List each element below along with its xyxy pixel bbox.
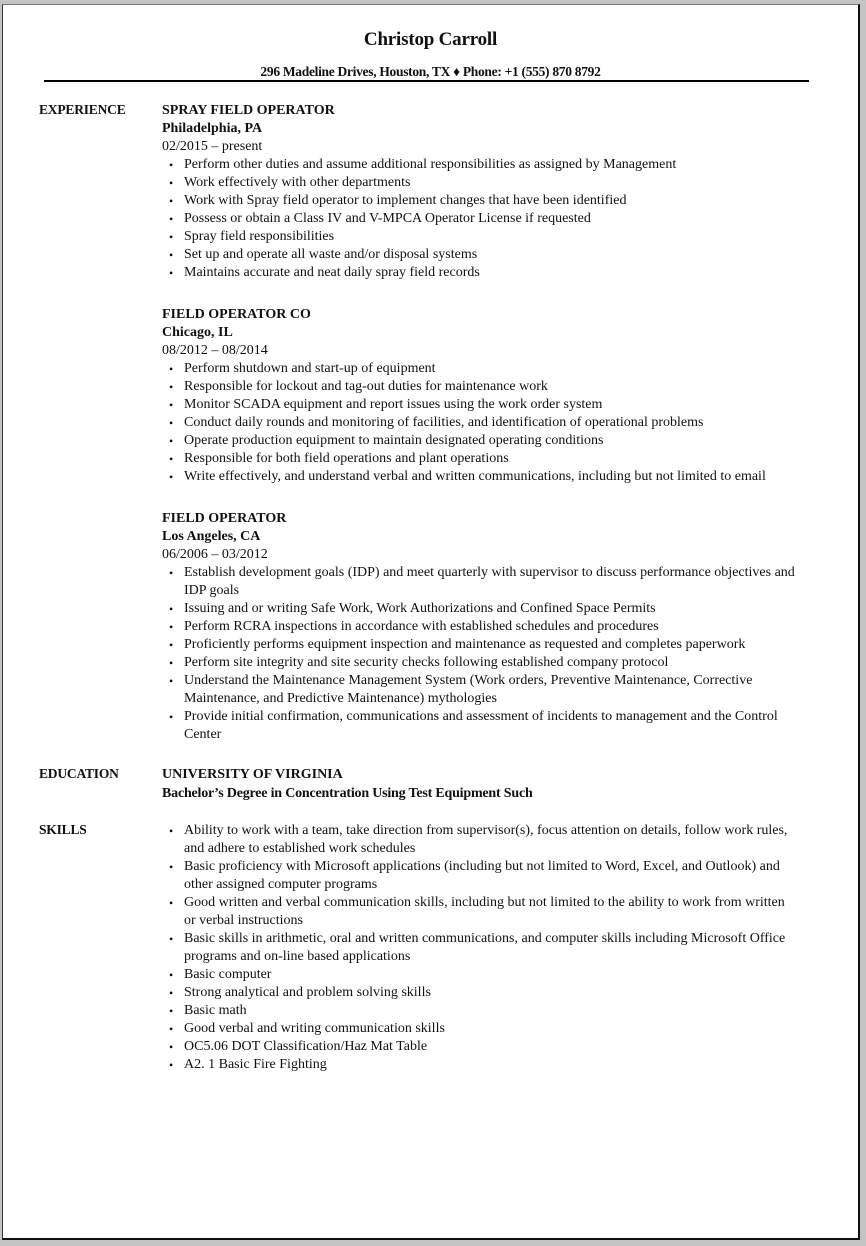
list-item: • Basic proficiency with Microsoft applications (including but not limited to Word, Excel, and Outlook) and other assigned computer programs — [162, 858, 792, 894]
list-item: • Ability to work with a team, take direction from supervisor(s), focus attention on details, follow work rules, and adhere to established work schedules — [162, 822, 792, 858]
list-item: • Write effectively, and understand verbal and written communications, including but not limited to email — [162, 468, 812, 486]
list-item: • Responsible for both field operations and plant operations — [162, 450, 812, 468]
list-item: • Basic math — [162, 1002, 792, 1020]
job-title: FIELD OPERATOR — [162, 511, 287, 526]
candidate-name: Christop Carroll — [363, 29, 498, 50]
job-bullets — [162, 156, 812, 282]
list-item: • A2. 1 Basic Fire Fighting — [162, 1056, 792, 1074]
list-item: • Monitor SCADA equipment and report issues using the work order system — [162, 396, 812, 414]
list-item: • Set up and operate all waste and/or disposal systems — [162, 246, 812, 264]
job-dates: 08/2012 – 08/2014 — [162, 343, 268, 358]
list-item: • Establish development goals (IDP) and meet quarterly with supervisor to discuss performance objectives and IDP goals — [162, 564, 812, 600]
list-item: • Proficiently performs equipment inspection and maintenance as requested and completes paperwork — [162, 636, 812, 654]
list-item: • Maintains accurate and neat daily spray field records — [162, 264, 812, 282]
list-item: • Perform RCRA inspections in accordance with established schedules and procedures — [162, 618, 812, 636]
list-item: • OC5.06 DOT Classification/Haz Mat Table — [162, 1038, 792, 1056]
list-item: • Basic skills in arithmetic, oral and written communications, and computer skills including Microsoft Office programs and on-line based applications — [162, 930, 792, 966]
job-dates: 06/2006 – 03/2012 — [162, 547, 268, 562]
list-item: • Perform other duties and assume additional responsibilities as assigned by Management — [162, 156, 812, 174]
resume-page — [2, 4, 860, 1240]
list-item: • Spray field responsibilities — [162, 228, 812, 246]
list-item: • Work effectively with other departments — [162, 174, 812, 192]
list-item: • Work with Spray field operator to implement changes that have been identified — [162, 192, 812, 210]
skills-list — [162, 822, 792, 1074]
experience-section — [162, 102, 812, 768]
education-school: UNIVERSITY OF VIRGINIA — [162, 767, 343, 782]
list-item: • Understand the Maintenance Management System (Work orders, Preventive Maintenance, Corrective Maintenance, and Predictive Maintenance) mythologies — [162, 672, 812, 708]
list-item: • Responsible for lockout and tag-out duties for maintenance work — [162, 378, 812, 396]
job-entry — [162, 102, 812, 282]
list-item: • Perform shutdown and start-up of equipment — [162, 360, 812, 378]
section-label-skills: SKILLS — [39, 822, 87, 837]
education-degree: Bachelor’s Degree in Concentration Using Test Equipment Such — [162, 786, 533, 801]
education-section — [162, 766, 812, 803]
list-item: • Perform site integrity and site security checks following established company protocol — [162, 654, 812, 672]
list-item: • Operate production equipment to maintain designated operating conditions — [162, 432, 812, 450]
list-item: • Basic computer — [162, 966, 792, 984]
list-item: • Good verbal and writing communication skills — [162, 1020, 792, 1038]
section-label-education: EDUCATION — [39, 766, 119, 781]
list-item: • Strong analytical and problem solving skills — [162, 984, 792, 1002]
job-title: FIELD OPERATOR CO — [162, 307, 311, 322]
job-dates: 02/2015 – present — [162, 139, 263, 154]
section-label-experience: EXPERIENCE — [39, 102, 126, 117]
list-item: • Provide initial confirmation, communications and assessment of incidents to management and the Control Center — [162, 708, 812, 744]
job-entry — [162, 306, 812, 486]
contact-line: 296 Madeline Drives, Houston, TX ♦ Phone: +1 (555) 870 8792 — [260, 64, 601, 79]
job-bullets — [162, 564, 812, 744]
job-location: Los Angeles, CA — [162, 529, 261, 544]
job-title: SPRAY FIELD OPERATOR — [162, 103, 335, 118]
header-divider — [44, 80, 809, 82]
job-location: Philadelphia, PA — [162, 121, 263, 136]
job-entry — [162, 510, 812, 744]
list-item: • Possess or obtain a Class IV and V-MPCA Operator License if requested — [162, 210, 812, 228]
list-item: • Good written and verbal communication skills, including but not limited to the ability to work from written or verbal instructions — [162, 894, 792, 930]
list-item: • Conduct daily rounds and monitoring of facilities, and identification of operational problems — [162, 414, 812, 432]
list-item: • Issuing and or writing Safe Work, Work Authorizations and Confined Space Permits — [162, 600, 812, 618]
job-bullets — [162, 360, 812, 486]
job-location: Chicago, IL — [162, 325, 233, 340]
skills-section — [162, 822, 792, 1074]
